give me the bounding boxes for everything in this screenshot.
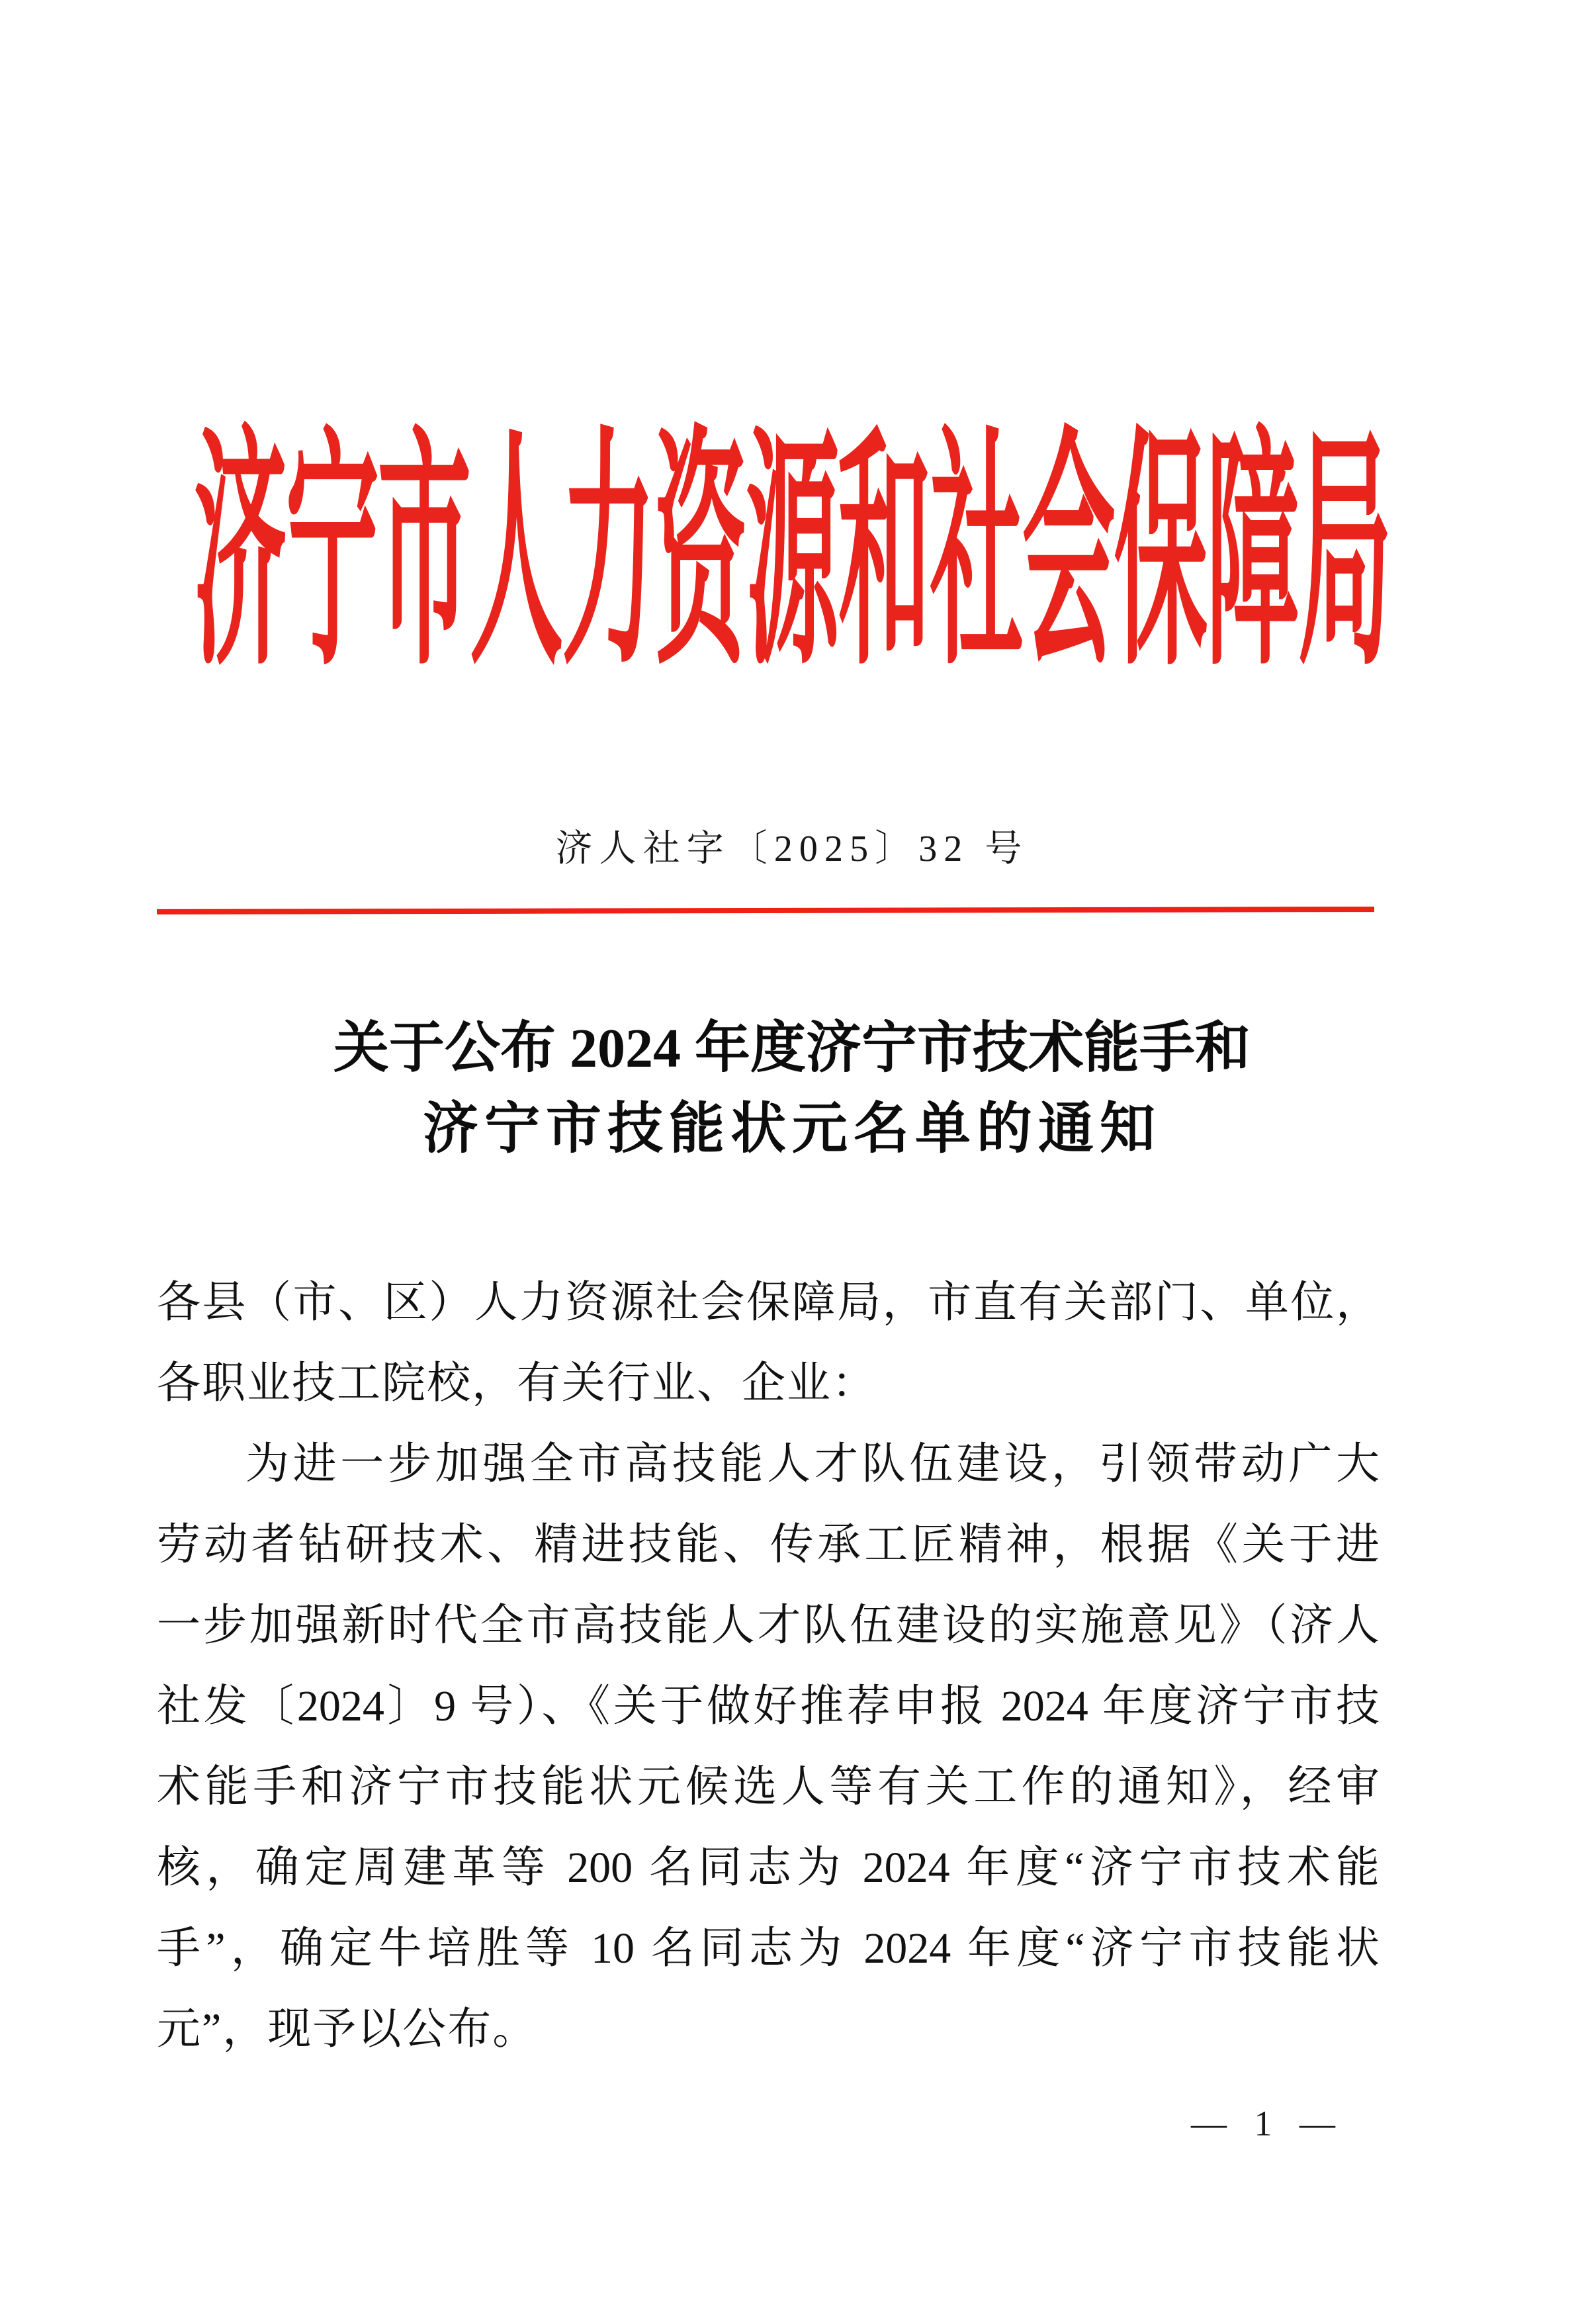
document-number: 济人社字〔2025〕32 号 — [555, 828, 1029, 870]
letterhead-row — [0, 415, 1584, 695]
body-line: 一步加强新时代全市高技能人才队伍建设的实施意见》（济人 — [157, 1601, 1380, 1650]
body-line: 元”，现予以公布。 — [157, 2005, 538, 2053]
body-line: 术能手和济宁市技能状元候选人等有关工作的通知》，经审 — [157, 1763, 1380, 1811]
body-line: 各县（市、区）人力资源社会保障局，市直有关部门、单位， — [157, 1278, 1380, 1327]
body-line: 为进一步加强全市高技能人才队伍建设，引领带动广大 — [245, 1440, 1380, 1488]
document-title — [0, 1008, 1584, 1170]
body-line: 各职业技工院校，有关行业、企业： — [157, 1359, 877, 1408]
body-line: 核，确定周建革等 200 名同志为 2024 年度“济宁市技术能 — [157, 1844, 1380, 1892]
document-title-line-1: 关于公布 2024 年度济宁市技术能手和 — [333, 1018, 1251, 1079]
red-divider-rule — [157, 907, 1374, 915]
page-number: — 1 — — [1191, 2104, 1344, 2143]
body-line: 手”，确定牛培胜等 10 名同志为 2024 年度“济宁市技能状 — [157, 1924, 1380, 1973]
body-line: 社发〔2024〕9 号）、《关于做好推荐申报 2024 年度济宁市技 — [157, 1682, 1380, 1730]
document-body — [157, 1263, 1380, 2070]
document-title-line-2: 济宁市技能状元名单的通知 — [422, 1098, 1161, 1160]
agency-letterhead: 济宁市人力资源和社会保障局 — [193, 415, 1391, 695]
body-line: 劳动者钻研技术、精进技能、传承工匠精神，根据《关于进 — [157, 1521, 1380, 1569]
